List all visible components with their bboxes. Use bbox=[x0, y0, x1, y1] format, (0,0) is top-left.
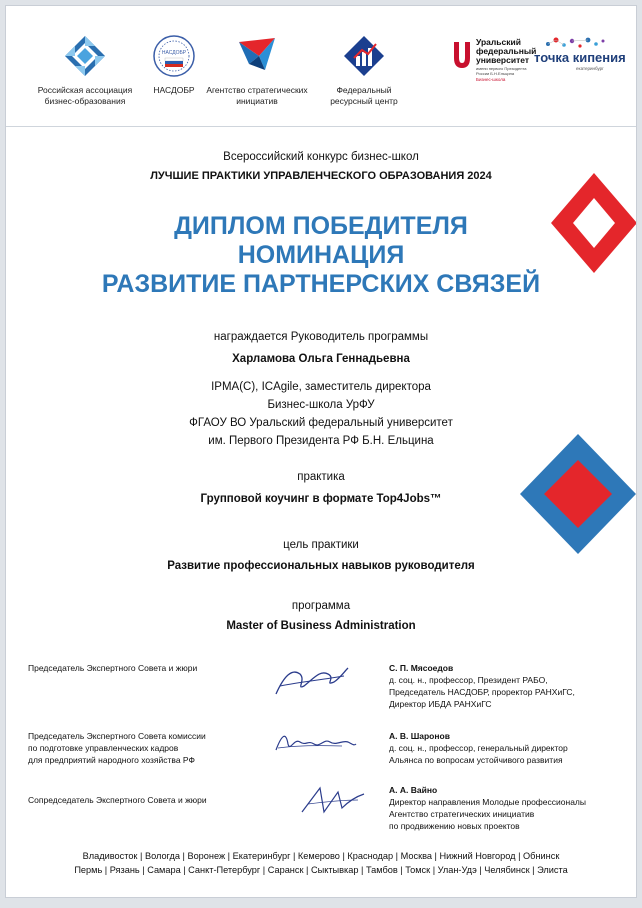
urfu-logo-icon bbox=[452, 40, 472, 70]
tochka-dots-icon bbox=[540, 36, 610, 50]
diploma-title bbox=[6, 212, 636, 299]
logo-header bbox=[6, 6, 636, 127]
frc-logo-icon bbox=[342, 34, 386, 78]
title-line-3: РАЗВИТИЕ ПАРТНЕРСКИХ СВЯЗЕЙ bbox=[101, 270, 541, 298]
rabo-caption-2: бизнес-образования bbox=[44, 96, 126, 106]
logo-rabo bbox=[30, 34, 140, 107]
title-line-1: ДИПЛОМ ПОБЕДИТЕЛЯ bbox=[174, 212, 468, 240]
nasdobr-caption: НАСДОБР bbox=[153, 85, 195, 95]
urfu-text-1: Уральский bbox=[476, 37, 521, 47]
signature-1-icon bbox=[270, 656, 350, 700]
program-label: программа bbox=[291, 600, 351, 612]
svg-text:НАСДОБР: НАСДОБР bbox=[161, 50, 187, 56]
cities-list bbox=[6, 849, 636, 877]
practice-label: практика bbox=[297, 471, 345, 483]
urfu-sub-2: России Б.Н.Ельцина bbox=[476, 71, 515, 76]
signer-1-title-2: Председатель НАСДОБР, проректор РАНХиГС, bbox=[389, 687, 575, 697]
signer-3-title-3: по продвижению новых проектов bbox=[389, 821, 520, 831]
logo-frc bbox=[314, 34, 414, 107]
cities-line-2: Пермь | Рязань | Самара | Санкт-Петербург | Саранск | Сыктывкар | Тамбов | Томск | Улан-Удэ | Челябинск | Элиста bbox=[74, 865, 568, 875]
signer-1-title-1: д. соц. н., профессор, Президент РАБО, bbox=[389, 675, 548, 685]
program-value: Master of Business Administration bbox=[226, 620, 416, 632]
logo-urfu bbox=[452, 36, 536, 86]
asi-logo-icon bbox=[235, 34, 279, 78]
awardee-details bbox=[6, 378, 636, 450]
signer-2-role bbox=[28, 730, 206, 766]
signer-2-role-line-1: Председатель Экспертного Совета комиссии bbox=[28, 731, 206, 741]
tochka-text: точка кипения bbox=[534, 50, 626, 65]
signer-1-title-3: Директор ИБДА РАНХиГС bbox=[389, 699, 492, 709]
tochka-sub: екатеринбург bbox=[576, 66, 604, 71]
urfu-sub-1: имени первого Президента bbox=[476, 66, 527, 71]
rabo-caption-1: Российская ассоциация bbox=[37, 85, 133, 95]
urfu-school: Бизнес-школа bbox=[476, 77, 506, 82]
signature-2-icon bbox=[272, 724, 358, 758]
signer-2-title-2: Альянса по вопросам устойчивого развития bbox=[389, 755, 563, 765]
signer-1-name: С. П. Мясоедов bbox=[389, 663, 454, 673]
signer-2-name: А. В. Шаронов bbox=[389, 731, 450, 741]
signer-2-title-1: д. соц. н., профессор, генеральный директор bbox=[389, 743, 568, 753]
signer-3 bbox=[389, 784, 586, 832]
contest-name: Всероссийский конкурс бизнес-школ bbox=[223, 151, 419, 163]
asi-caption-1: Агентство стратегических bbox=[206, 85, 308, 95]
logo-asi bbox=[202, 34, 312, 107]
awardee-detail-2: Бизнес-школа УрФУ bbox=[267, 399, 375, 411]
contest-title: ЛУЧШИЕ ПРАКТИКИ УПРАВЛЕНЧЕСКОГО ОБРАЗОВАНИЯ 2024 bbox=[150, 170, 492, 182]
cities-line-1: Владивосток | Вологда | Воронеж | Екатеринбург | Кемерово | Краснодар | Москва | Нижний Новгород | Обнинск bbox=[82, 851, 560, 861]
signer-3-role-line: Сопредседатель Экспертного Совета и жюри bbox=[28, 795, 207, 805]
signer-2-role-line-3: для предприятий народного хозяйства РФ bbox=[28, 755, 195, 765]
signer-3-role bbox=[28, 794, 207, 806]
asi-caption-2: инициатив bbox=[236, 96, 278, 106]
awardee-name: Харламова Ольга Геннадьевна bbox=[232, 353, 410, 365]
signer-1-role-line: Председатель Экспертного Совета и жюри bbox=[28, 663, 198, 673]
diploma-page bbox=[5, 5, 637, 898]
signer-3-name: А. А. Вайно bbox=[389, 785, 438, 795]
nasdobr-logo-icon bbox=[152, 34, 196, 78]
frc-caption-2: ресурсный центр bbox=[330, 96, 398, 106]
goal-value: Развитие профессиональных навыков руководителя bbox=[167, 560, 475, 572]
awarded-intro: награждается Руководитель программы bbox=[213, 331, 429, 343]
signer-2 bbox=[389, 730, 568, 766]
title-line-2: НОМИНАЦИЯ bbox=[237, 241, 405, 269]
frc-caption-1: Федеральный bbox=[336, 85, 392, 95]
rabo-logo-icon bbox=[63, 34, 107, 78]
signer-1 bbox=[389, 662, 575, 710]
signer-1-role bbox=[28, 662, 197, 674]
urfu-text-3: университет bbox=[476, 55, 530, 65]
signer-3-title-1: Директор направления Молодые профессионалы bbox=[389, 797, 586, 807]
practice-value: Групповой коучинг в формате Top4Jobs™ bbox=[200, 493, 442, 505]
signer-3-title-2: Агентство стратегических инициатив bbox=[389, 809, 535, 819]
signature-3-icon bbox=[298, 782, 368, 818]
logo-nasdobr bbox=[144, 34, 204, 96]
signer-2-role-line-2: по подготовке управленческих кадров bbox=[28, 743, 179, 753]
awardee-detail-3: ФГАОУ ВО Уральский федеральный университет bbox=[189, 417, 453, 429]
logo-tochka bbox=[534, 36, 626, 76]
awardee-detail-4: им. Первого Президента РФ Б.Н. Ельцина bbox=[208, 435, 434, 447]
awardee-detail-1: IPMA(C), ICAgile, заместитель директора bbox=[211, 381, 431, 393]
goal-label: цель практики bbox=[283, 539, 359, 551]
urfu-text-2: федеральный bbox=[476, 46, 537, 56]
